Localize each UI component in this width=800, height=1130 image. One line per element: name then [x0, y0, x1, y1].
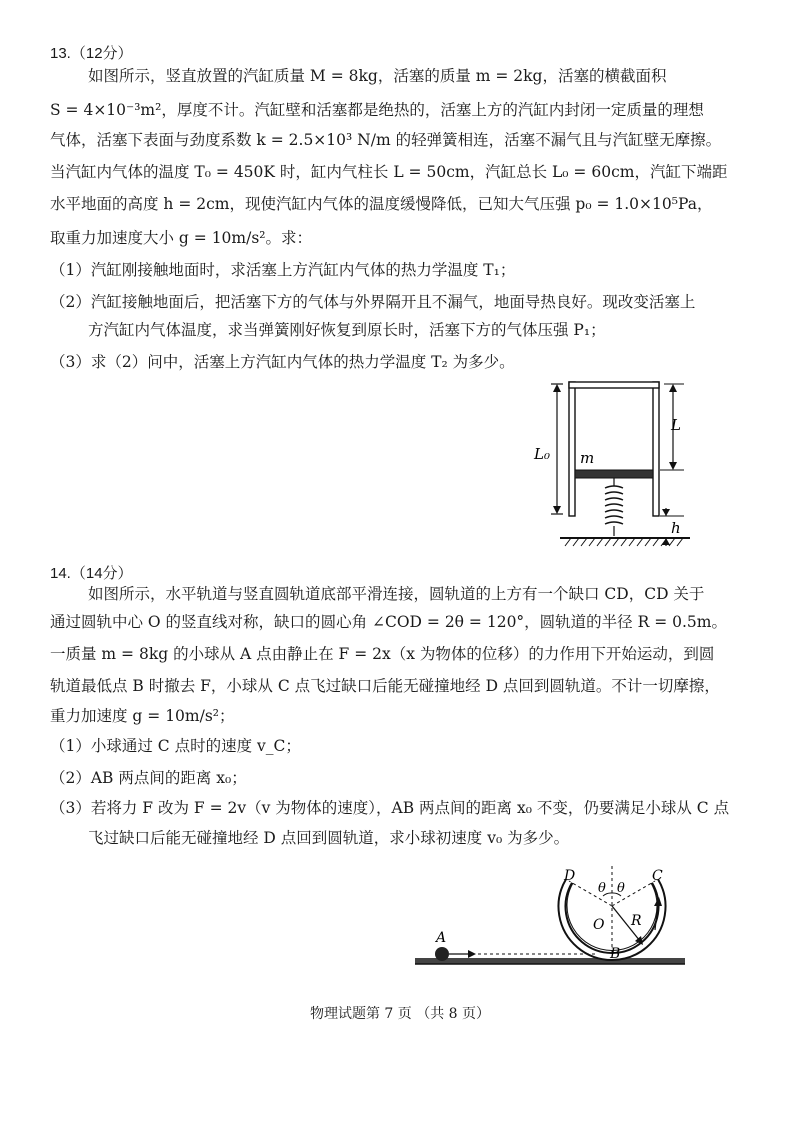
- label-A: A: [436, 930, 447, 946]
- q13-line-4: 当汽缸内气体的温度 T₀ = 450K 时，缸内气柱长 L = 50cm，汽缸总长 L₀ = 60cm，汽缸下端距: [50, 163, 728, 181]
- q13-line-6: 取重力加速度大小 g = 10m/s²。求：: [50, 229, 313, 247]
- q14-sub-1: （1）小球通过 C 点时的速度 v_C；: [50, 737, 301, 755]
- q13-sub-3: （3）求（2）问中，活塞上方汽缸内气体的热力学温度 T₂ 为多少。: [50, 353, 515, 371]
- q13-line-5: 水平地面的高度 h = 2cm，现使汽缸内气体的温度缓慢降低，已知大气压强 p₀ = 1.0×10⁵Pa，: [50, 195, 713, 213]
- label-m: m: [580, 449, 595, 467]
- label-L0: L₀: [534, 445, 550, 463]
- q14-line-3: 一质量 m = 8kg 的小球从 A 点由静止在 F = 2x（x 为物体的位移）的力作用下开始运动，到圆: [50, 645, 715, 663]
- q14-header: 14.（14分）: [50, 565, 133, 582]
- label-O: O: [593, 917, 605, 933]
- q14-line-1: 如图所示，水平轨道与竖直圆轨道底部平滑连接，圆轨道的上方有一个缺口 CD，CD 关于: [88, 585, 705, 603]
- q13-line-3: 气体，活塞下表面与劲度系数 k = 2.5×10³ N/m 的轻弹簧相连，活塞不漏气且与汽缸壁无摩擦。: [50, 131, 722, 149]
- q14-line-2: 通过圆轨中心 O 的竖直线对称，缺口的圆心角 ∠COD = 2θ = 120°，圆轨道的半径 R = 0.5m。: [50, 613, 727, 631]
- label-C: C: [652, 868, 663, 884]
- q14-sub-3-cont: 飞过缺口后能无碰撞地经 D 点回到圆轨道，求小球初速度 v₀ 为多少。: [88, 829, 570, 847]
- page-footer: 物理试题第 7 页 （共 8 页）: [309, 1006, 491, 1022]
- q13-line-1: 如图所示，竖直放置的汽缸质量 M = 8kg，活塞的质量 m = 2kg，活塞的横截面积: [88, 67, 667, 85]
- label-h: h: [671, 519, 681, 537]
- label-theta-left: θ: [598, 881, 606, 896]
- label-D: D: [564, 868, 576, 884]
- label-L: L: [671, 416, 681, 434]
- q14-line-5: 重力加速度 g = 10m/s²；: [50, 707, 235, 725]
- q13-header: 13.（12分）: [50, 45, 133, 62]
- q13-line-2: S = 4×10⁻³m²，厚度不计。汽缸壁和活塞都是绝热的，活塞上方的汽缸内封闭一定质量的理想: [50, 101, 704, 119]
- q14-sub-3: （3）若将力 F 改为 F = 2v（v 为物体的速度），AB 两点间的距离 x₀ 不变，仍要满足小球从 C 点: [50, 799, 730, 817]
- q14-sub-2: （2）AB 两点间的距离 x₀；: [50, 769, 247, 787]
- label-B: B: [610, 946, 621, 962]
- label-R: R: [631, 913, 642, 929]
- q13-sub-2: （2）汽缸接触地面后，把活塞下方的气体与外界隔开且不漏气，地面导热良好。现改变活塞上: [50, 293, 696, 311]
- q13-sub-1: （1）汽缸刚接触地面时，求活塞上方汽缸内气体的热力学温度 T₁；: [50, 261, 516, 279]
- label-theta-right: θ: [617, 881, 625, 896]
- q13-sub-2-cont: 方汽缸内气体温度，求当弹簧刚好恢复到原长时，活塞下方的气体压强 P₁；: [88, 321, 606, 339]
- q14-line-4: 轨道最低点 B 时撤去 F，小球从 C 点飞过缺口后能无碰撞地经 D 点回到圆轨道。不计一切摩擦，: [50, 677, 720, 695]
